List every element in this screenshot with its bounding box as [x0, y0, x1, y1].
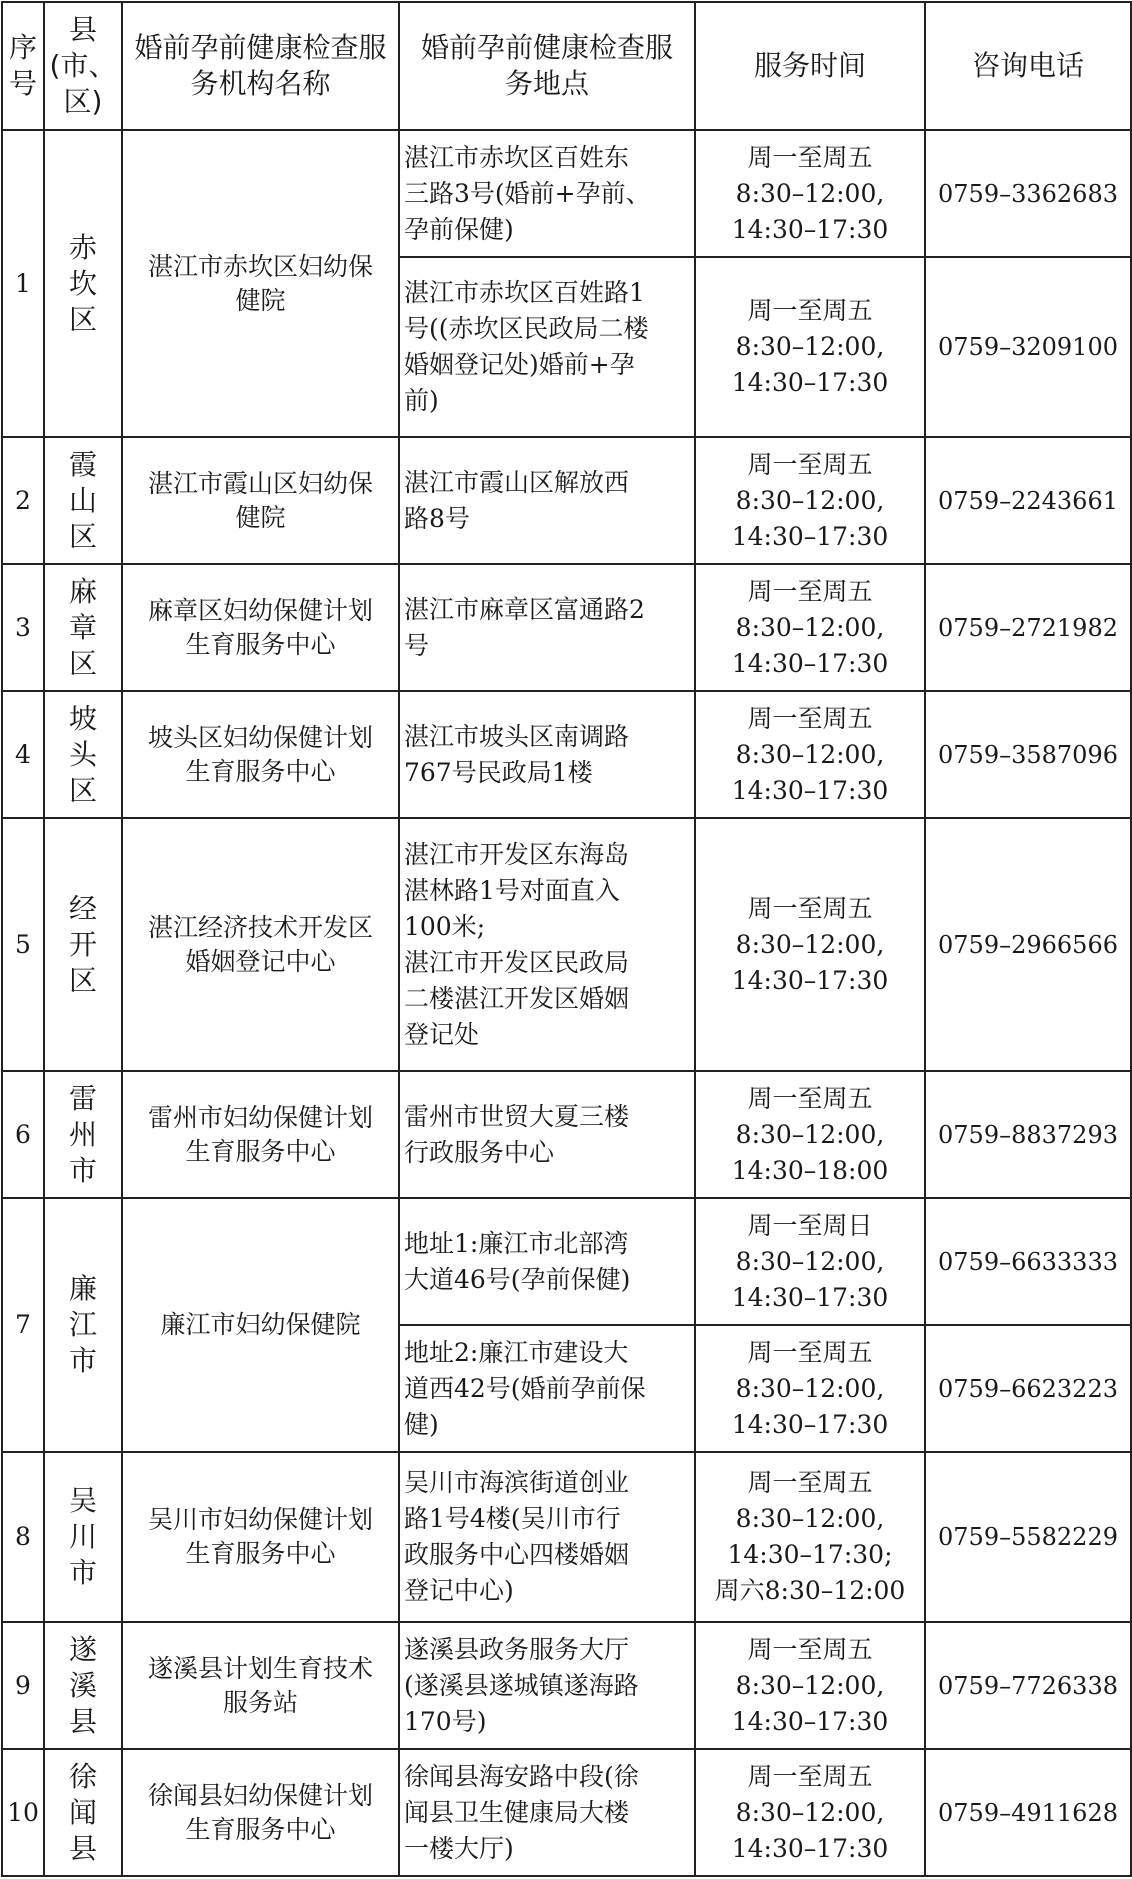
text-line: 14:30–17:30; [727, 1540, 893, 1569]
text-line: 经 [68, 891, 97, 925]
cell-seq: 7 [2, 1198, 44, 1452]
cell-seq: 1 [2, 130, 44, 437]
cell-institution [122, 1749, 399, 1876]
text-line: 周一至周五 [747, 1468, 873, 1497]
text-line: 开 [68, 927, 97, 961]
text-line: 14:30–17:30 [731, 1833, 889, 1863]
text-line: 湛江市霞山区解放西 [404, 467, 630, 497]
text-line: 14:30–17:30 [731, 521, 889, 551]
text-line: 湛江市麻章区富通路2 [404, 594, 645, 624]
text-line: 一楼大厅) [404, 1833, 514, 1863]
text-line: 号 [404, 630, 430, 660]
header-seq: 序 号 [2, 2, 44, 130]
cell-seq: 9 [2, 1622, 44, 1749]
cell-address [399, 564, 695, 691]
text-line: 婚姻登记处)婚前+孕 [404, 350, 635, 379]
text-line: 区 [68, 773, 97, 807]
cell-phone: 0759–2243661 [925, 437, 1131, 564]
cell-address [399, 691, 695, 818]
text-line: 麻 [68, 574, 97, 608]
text-line: 湛江市开发区东海岛 [404, 839, 630, 869]
table-row [2, 1452, 1131, 1622]
text-line: 政服务中心四楼婚姻 [404, 1540, 630, 1569]
header-phone: 咨询电话 [925, 2, 1131, 130]
text-line: 坡 [68, 701, 97, 735]
cell-county [44, 1622, 122, 1749]
text-line: 14:30–18:00 [731, 1155, 889, 1185]
text-line: 湛林路1号对面直入 [404, 875, 620, 905]
text-line: 周一至周五 [747, 296, 873, 325]
text-line: 麻章区妇幼保健计划 [147, 595, 373, 625]
text-line: 市 [68, 1556, 97, 1589]
cell-phone: 0759–3362683 [925, 130, 1131, 257]
cell-address [399, 1749, 695, 1876]
table-row [2, 818, 1131, 1071]
text-line: 县 [68, 1704, 97, 1738]
text-line: 江 [68, 1308, 97, 1341]
cell-address [399, 1325, 695, 1452]
cell-phone: 0759–6623223 [925, 1325, 1131, 1452]
cell-seq: 6 [2, 1071, 44, 1198]
cell-address [399, 130, 695, 257]
cell-institution [122, 691, 399, 818]
text-line: 闻县卫生健康局大楼 [404, 1797, 630, 1827]
text-line: 市 [68, 1153, 97, 1187]
cell-institution [122, 437, 399, 564]
text-line: 生育服务中心 [185, 629, 336, 659]
text-line: 周六8:30–12:00 [714, 1576, 906, 1605]
text-line: 坡头区妇幼保健计划 [147, 722, 373, 752]
cell-time [695, 1452, 925, 1622]
service-table [1, 1, 1132, 1877]
text-line: 吴川市海滨街道创业 [404, 1468, 630, 1497]
text-line: 8:30–12:00, [735, 1373, 885, 1403]
cell-phone: 0759–3587096 [925, 691, 1131, 818]
cell-phone: 0759–4911628 [925, 1749, 1131, 1876]
cell-address [399, 1452, 695, 1622]
text-line: 大道46号(孕前保健) [404, 1264, 631, 1294]
text-line: 生育服务中心 [185, 1539, 336, 1568]
cell-institution [122, 1071, 399, 1198]
text-line: 行政服务中心 [404, 1137, 555, 1167]
cell-phone: 0759–2721982 [925, 564, 1131, 691]
text-line: 周一至周五 [747, 1634, 873, 1664]
cell-seq: 8 [2, 1452, 44, 1622]
cell-seq: 3 [2, 564, 44, 691]
text-line: 登记中心) [404, 1576, 514, 1605]
text-line: 徐闻县妇幼保健计划 [147, 1780, 373, 1810]
text-line: (遂溪县遂城镇遂海路 [404, 1670, 639, 1700]
text-line: 区 [68, 519, 97, 553]
header-institution: 婚前孕前健康检查服 务机构名称 [122, 2, 399, 130]
text-line: 14:30–17:30 [731, 775, 889, 805]
text-line: 路1号4楼(吴川市行 [404, 1504, 621, 1533]
cell-time [695, 691, 925, 818]
text-line: 湛江市霞山区妇幼保 [147, 468, 373, 498]
text-line: 溪 [68, 1668, 97, 1702]
text-line: 8:30–12:00, [735, 1119, 885, 1149]
table-row [2, 130, 1131, 257]
text-line: 8:30–12:00, [735, 739, 885, 769]
text-line: 健院 [235, 285, 286, 315]
text-line: 区 [68, 302, 97, 336]
cell-seq: 2 [2, 437, 44, 564]
cell-county [44, 130, 122, 437]
text-line: 8:30–12:00, [735, 612, 885, 642]
cell-institution [122, 564, 399, 691]
text-line: 8:30–12:00, [735, 1797, 885, 1827]
text-line: 周一至周五 [747, 1083, 873, 1113]
text-line: 周一至周五 [747, 142, 873, 172]
cell-phone: 0759–8837293 [925, 1071, 1131, 1198]
cell-address [399, 257, 695, 437]
text-line: 吴川市妇幼保健计划 [147, 1505, 373, 1534]
cell-county [44, 1749, 122, 1876]
text-line: 山 [68, 483, 97, 517]
text-line: 雷州市妇幼保健计划 [147, 1102, 373, 1132]
text-line: 路8号 [404, 503, 470, 533]
text-line: 100米; [404, 911, 486, 941]
cell-time [695, 1071, 925, 1198]
text-line: 8:30–12:00, [735, 178, 885, 208]
text-line: 周一至周五 [747, 449, 873, 479]
cell-time [695, 437, 925, 564]
cell-county [44, 1198, 122, 1452]
header-time: 服务时间 [695, 2, 925, 130]
cell-county [44, 1452, 122, 1622]
text-line: 雷州市世贸大夏三楼 [404, 1101, 630, 1131]
cell-phone: 0759–3209100 [925, 257, 1131, 437]
table-row [2, 1071, 1131, 1198]
cell-seq: 10 [2, 1749, 44, 1876]
text-line: 健) [404, 1409, 439, 1439]
table-row [2, 1622, 1131, 1749]
text-line: 湛江经济技术开发区 [147, 912, 373, 942]
text-line: 健院 [235, 502, 286, 532]
text-line: 区 [68, 646, 97, 680]
text-line: 8:30–12:00, [735, 1504, 885, 1533]
text-line: 周一至周五 [747, 576, 873, 606]
text-line: 前) [404, 386, 439, 415]
text-line: 周一至周五 [747, 1761, 873, 1791]
cell-institution [122, 1622, 399, 1749]
cell-seq: 4 [2, 691, 44, 818]
text-line: 周一至周日 [747, 1210, 873, 1240]
text-line: 区 [68, 963, 97, 997]
cell-address [399, 437, 695, 564]
text-line: 8:30–12:00, [735, 1670, 885, 1700]
cell-address [399, 818, 695, 1071]
text-line: 14:30–17:30 [731, 368, 889, 397]
cell-address [399, 1622, 695, 1749]
text-line: 遂溪县政务服务大厅 [404, 1634, 630, 1664]
table-row [2, 437, 1131, 564]
text-line: 章 [68, 610, 97, 644]
text-line: 徐 [68, 1759, 97, 1793]
text-line: 遂溪县计划生育技术 [147, 1653, 373, 1683]
table-body [2, 130, 1131, 1876]
table-row [2, 1749, 1131, 1876]
text-line: 周一至周五 [747, 1337, 873, 1367]
text-line: 头 [68, 737, 97, 771]
cell-seq: 5 [2, 818, 44, 1071]
header-row [2, 2, 1131, 130]
text-line: 生育服务中心 [185, 1136, 336, 1166]
text-line: 14:30–17:30 [731, 1409, 889, 1439]
text-line: 孕前保健) [404, 214, 514, 244]
cell-time [695, 257, 925, 437]
cell-phone: 0759–6633333 [925, 1198, 1131, 1325]
cell-institution [122, 1452, 399, 1622]
text-line: 14:30–17:30 [731, 965, 889, 995]
text-line: 廉江市妇幼保健院 [160, 1310, 361, 1339]
text-line: 湛江市开发区民政局 [404, 947, 630, 977]
cell-county [44, 564, 122, 691]
cell-time [695, 818, 925, 1071]
cell-county [44, 437, 122, 564]
text-line: 14:30–17:30 [731, 1706, 889, 1736]
cell-address [399, 1198, 695, 1325]
text-line: 14:30–17:30 [731, 648, 889, 678]
cell-time [695, 1325, 925, 1452]
table-row [2, 691, 1131, 818]
text-line: 地址2:廉江市建设大 [404, 1337, 629, 1367]
table-row [2, 564, 1131, 691]
text-line: 闻 [68, 1795, 97, 1829]
text-line: 市 [68, 1344, 97, 1377]
cell-time [695, 130, 925, 257]
text-line: 霞 [68, 447, 97, 481]
text-line: 登记处 [404, 1019, 480, 1049]
text-line: 湛江市赤坎区百姓路1 [404, 278, 645, 307]
cell-time [695, 1749, 925, 1876]
text-line: 道西42号(婚前孕前保 [404, 1373, 646, 1403]
header-address: 婚前孕前健康检查服 务地点 [399, 2, 695, 130]
cell-time [695, 1198, 925, 1325]
cell-phone: 0759–5582229 [925, 1452, 1131, 1622]
text-line: 二楼湛江开发区婚姻 [404, 983, 630, 1013]
text-line: 号((赤坎区民政局二楼 [404, 314, 649, 343]
cell-address [399, 1071, 695, 1198]
cell-county [44, 691, 122, 818]
text-line: 8:30–12:00, [735, 332, 885, 361]
text-line: 生育服务中心 [185, 1814, 336, 1844]
text-line: 地址1:廉江市北部湾 [404, 1228, 629, 1258]
text-line: 8:30–12:00, [735, 1246, 885, 1276]
text-line: 生育服务中心 [185, 756, 336, 786]
cell-county [44, 1071, 122, 1198]
cell-county [44, 818, 122, 1071]
table-row [2, 1198, 1131, 1325]
text-line: 14:30–17:30 [731, 214, 889, 244]
text-line: 14:30–17:30 [731, 1282, 889, 1312]
text-line: 湛江市赤坎区百姓东 [404, 142, 630, 172]
text-line: 婚姻登记中心 [185, 946, 336, 976]
text-line: 服务站 [222, 1687, 298, 1717]
cell-time [695, 564, 925, 691]
text-line: 赤 [68, 230, 97, 264]
text-line: 170号) [404, 1706, 487, 1736]
text-line: 县 [68, 1831, 97, 1865]
text-line: 雷 [68, 1081, 97, 1115]
text-line: 廉 [68, 1272, 97, 1305]
cell-time [695, 1622, 925, 1749]
text-line: 徐闻县海安路中段(徐 [404, 1761, 639, 1791]
text-line: 遂 [68, 1632, 97, 1666]
text-line: 8:30–12:00, [735, 485, 885, 515]
text-line: 8:30–12:00, [735, 929, 885, 959]
text-line: 湛江市坡头区南调路 [404, 721, 630, 751]
cell-phone: 0759–7726338 [925, 1622, 1131, 1749]
text-line: 川 [68, 1520, 97, 1553]
text-line: 湛江市赤坎区妇幼保 [147, 251, 373, 281]
text-line: 三路3号(婚前+孕前、 [404, 178, 651, 208]
text-line: 吴 [68, 1484, 97, 1517]
text-line: 州 [68, 1117, 97, 1151]
header-county: 县 (市、 区) [44, 2, 122, 130]
text-line: 767号民政局1楼 [404, 757, 593, 787]
cell-institution [122, 1198, 399, 1452]
cell-institution [122, 818, 399, 1071]
text-line: 周一至周五 [747, 703, 873, 733]
text-line: 周一至周五 [747, 893, 873, 923]
cell-phone: 0759–2966566 [925, 818, 1131, 1071]
text-line: 坎 [68, 266, 97, 300]
cell-institution [122, 130, 399, 437]
